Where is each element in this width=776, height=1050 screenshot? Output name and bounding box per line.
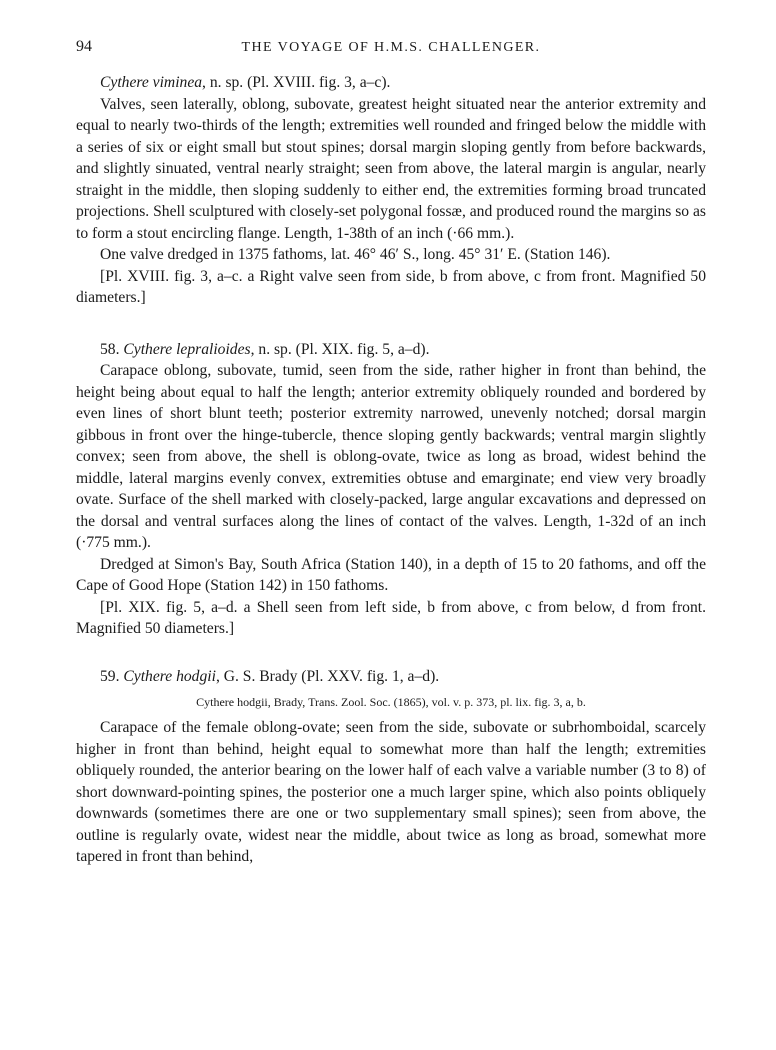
species-heading-rest: , n. sp. (Pl. XVIII. fig. 3, a–c). [202, 74, 391, 91]
species-heading-hodgii [76, 666, 706, 688]
page [76, 38, 706, 868]
species-name: Cythere viminea [100, 74, 203, 91]
species-heading-rest: , n. sp. (Pl. XIX. fig. 5, a–d). [250, 340, 430, 358]
species-locality: One valve dredged in 1375 fathoms, lat. 46° 46′ S., long. 45° 31′ E. (Station 146). [100, 246, 611, 263]
page-number: 94 [76, 38, 92, 55]
plate-reference: [Pl. XVIII. fig. 3, a–c. a Right valve seen from side, b from above, c from front. Magnified 50 diameters.] [76, 267, 706, 306]
section-gap [76, 309, 706, 339]
species-name: Cythere hodgii [123, 667, 216, 685]
species-heading-lepralioides [76, 339, 706, 361]
running-header [76, 38, 706, 62]
species-description: Carapace of the female oblong-ovate; seen from the side, subovate or subrhomboidal, scarcely higher in front than behind, height equal to somewhat more than half the length; extremities obliquely rounded, the anterior bearing on the lower half of each valve a variable number (3 to 8) of short downward-pointing spines, the posterior one a much larger spine, which also points obliquely downwards (sometimes there are one or two supplementary small spines); seen from above, the outline is regularly ovate, widest near the middle, about twice as long as broad, somewhat more tapered in front than behind, [76, 719, 706, 865]
synonym-reference: Cythere hodgii, Brady, Trans. Zool. Soc. (1865), vol. v. p. 373, pl. lix. fig. 3, a, b. [196, 695, 586, 709]
species-name: Cythere lepralioides [123, 340, 251, 358]
species-description: Valves, seen laterally, oblong, subovate, greatest height situated near the anterior extremity and equal to nearly two-thirds of the length; extremities well rounded and fringed below the middle with a series of six or eight small but stout spines; dorsal margin sloping gently from before backwards, and slightly sinuated, ventral nearly straight; seen from above, the lateral margin is angular, nearly straight in the middle, then sloping suddenly to either end, the extremities forming broad truncated projections. Shell sculptured with closely-set polygonal fossæ, and produced round the margins so as to form a stout encircling flange. Length, 1-38th of an inch (·66 mm.). [76, 95, 706, 242]
species-number: 58. [100, 340, 120, 358]
species-number: 59. [100, 667, 120, 685]
species-description: Carapace oblong, subovate, tumid, seen from the side, rather higher in front than behind, the height being about equal to half the length; anterior extremity obliquely rounded and bordered by even lines of short blunt teeth; posterior extremity narrowed, unevenly notched; dorsal margin gibbous in front over the hinge-tubercle, thence sloping gently backwards; ventral margin slightly convex; seen from above, the shell is oblong-ovate, twice as long as broad, widest behind the middle, lateral margins evenly convex, extremities obtuse and emarginate; end view very broadly ovate. Surface of the shell marked with closely-packed, large angular excavations and depressed on the dorsal and ventral surfaces along the lines of contact of the valves. Length, 1-32d of an inch (·775 mm.). [76, 362, 706, 551]
species-locality: Dredged at Simon's Bay, South Africa (Station 140), in a depth of 15 to 20 fathoms, and off the Cape of Good Hope (Station 142) in 150 fathoms. [76, 555, 706, 594]
plate-reference: [Pl. XIX. fig. 5, a–d. a Shell seen from left side, b from above, c from below, d from front. Magnified 50 diameters.] [76, 598, 706, 637]
species-heading-viminea [76, 72, 706, 94]
running-title: THE VOYAGE OF H.M.S. CHALLENGER. [241, 40, 541, 55]
species-heading-rest: , G. S. Brady (Pl. XXV. fig. 1, a–d). [215, 667, 440, 685]
section-gap [76, 640, 706, 666]
